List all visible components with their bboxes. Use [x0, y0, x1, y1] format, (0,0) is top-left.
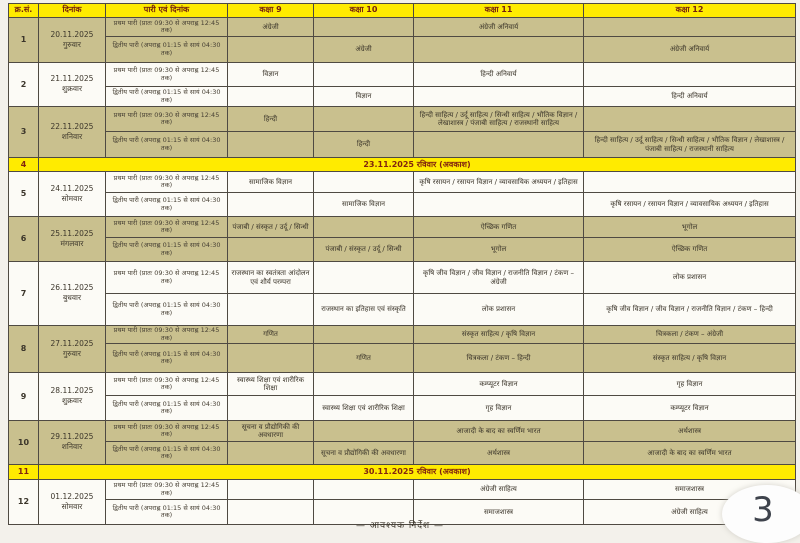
day-text: गुरुवार	[63, 39, 81, 49]
subject-cell-class10: हिन्दी	[314, 132, 414, 158]
exam-row-shift1	[9, 480, 796, 500]
date-text: 25.11.2025	[50, 228, 94, 238]
subject-cell-class11: कम्प्यूटर विज्ञान	[414, 373, 584, 396]
subject-cell-class12: कृषि रसायन / रसायन विज्ञान / व्यावसायिक अध्ययन / इतिहास	[584, 193, 796, 217]
subject-cell-class10: विज्ञान	[314, 87, 414, 107]
serial-cell: 7	[9, 262, 39, 326]
shift2-label-cell: द्वितीय पारी (अपराह्न 01:15 से सायं 04:30 तक)	[106, 500, 228, 525]
shift1-label-cell: प्रथम पारी (प्रातः 09:30 से अपराह्न 12:45 तक)	[106, 373, 228, 396]
subject-cell-class10	[314, 107, 414, 132]
col-header-4: कक्षा 10	[314, 4, 414, 18]
exam-row-shift2	[9, 37, 796, 63]
exam-row-shift1	[9, 421, 796, 442]
exam-row-shift2	[9, 294, 796, 326]
subject-cell-class12: हिन्दी अनिवार्य	[584, 87, 796, 107]
day-text: सोमवार	[61, 501, 83, 511]
serial-cell: 1	[9, 18, 39, 63]
subject-cell-class9	[228, 396, 314, 421]
subject-cell-class9	[228, 480, 314, 500]
col-header-3: कक्षा 9	[228, 4, 314, 18]
exam-row-shift2	[9, 87, 796, 107]
subject-cell-class10: सामाजिक विज्ञान	[314, 193, 414, 217]
timetable-header	[9, 4, 796, 18]
day-text: मंगलवार	[60, 238, 84, 248]
subject-cell-class12: अंग्रेजी अनिवार्य	[584, 37, 796, 63]
subject-cell-class12: समाजशास्त्र	[584, 480, 796, 500]
date-text: 27.11.2025	[50, 338, 94, 348]
date-cell	[39, 421, 106, 465]
subject-cell-class11: भूगोल	[414, 238, 584, 262]
date-text: 26.11.2025	[50, 283, 94, 293]
subject-cell-class10: पंजाबी / संस्कृत / उर्दू / सिन्धी	[314, 238, 414, 262]
serial-cell: 5	[9, 172, 39, 217]
serial-cell: 6	[9, 217, 39, 262]
subject-cell-class10	[314, 18, 414, 37]
serial-cell: 9	[9, 373, 39, 421]
subject-cell-class10	[314, 172, 414, 193]
exam-row-shift1	[9, 373, 796, 396]
subject-cell-class10	[314, 217, 414, 238]
subject-cell-class9: सूचना व प्रौद्योगिकी की अवधारणा	[228, 421, 314, 442]
date-text: 29.11.2025	[50, 432, 94, 442]
serial-cell: 10	[9, 421, 39, 465]
subject-cell-class11	[414, 193, 584, 217]
day-text: शनिवार	[61, 131, 83, 141]
shift1-label-cell: प्रथम पारी (प्रातः 09:30 से अपराह्न 12:45 तक)	[106, 63, 228, 87]
subject-cell-class12	[584, 172, 796, 193]
col-header-1: दिनांक	[39, 4, 106, 18]
date-cell	[39, 107, 106, 158]
subject-cell-class12	[584, 107, 796, 132]
date-cell	[39, 326, 106, 373]
subject-cell-class10: गणित	[314, 344, 414, 373]
serial-cell: 4	[9, 158, 39, 172]
subject-cell-class9: राजस्थान का स्वतंत्रता आंदोलन एवं शौर्य परम्परा	[228, 262, 314, 294]
date-text: 22.11.2025	[50, 121, 94, 131]
day-text: शुक्रवार	[61, 396, 83, 405]
subject-cell-class11: गृह विज्ञान	[414, 396, 584, 421]
shift1-label-cell: प्रथम पारी (प्रातः 09:30 से अपराह्न 12:45 तक)	[106, 262, 228, 294]
subject-cell-class12: भूगोल	[584, 217, 796, 238]
shift2-label-cell: द्वितीय पारी (अपराह्न 01:15 से सायं 04:30 तक)	[106, 294, 228, 326]
shift2-label-cell: द्वितीय पारी (अपराह्न 01:15 से सायं 04:30 तक)	[106, 344, 228, 373]
subject-cell-class9	[228, 442, 314, 465]
subject-cell-class9	[228, 344, 314, 373]
subject-cell-class10	[314, 421, 414, 442]
subject-cell-class9: अंग्रेजी	[228, 18, 314, 37]
subject-cell-class11	[414, 37, 584, 63]
day-text: शुक्रवार	[61, 84, 83, 93]
col-header-0: क्र.सं.	[9, 4, 39, 18]
subject-cell-class11	[414, 87, 584, 107]
subject-cell-class12: हिन्दी साहित्य / उर्दू साहित्य / सिन्धी साहित्य / भौतिक विज्ञान / लेखाशास्त्र / पंजाबी साहित्य / राजस्थानी साहित्य	[584, 132, 796, 158]
subject-cell-class9	[228, 132, 314, 158]
holiday-row	[9, 158, 796, 172]
subject-cell-class9: हिन्दी	[228, 107, 314, 132]
subject-cell-class11: हिन्दी अनिवार्य	[414, 63, 584, 87]
holiday-label-cell: 23.11.2025 रविवार (अवकाश)	[39, 158, 796, 172]
subject-cell-class9: पंजाबी / संस्कृत / उर्दू / सिन्धी	[228, 217, 314, 238]
subject-cell-class10: स्वास्थ्य शिक्षा एवं शारीरिक शिक्षा	[314, 396, 414, 421]
subject-cell-class9	[228, 37, 314, 63]
day-text: बुधवार	[62, 293, 82, 302]
subject-cell-class11	[414, 132, 584, 158]
subject-cell-class12	[584, 63, 796, 87]
subject-cell-class11: समाजशास्त्र	[414, 500, 584, 525]
shift2-label-cell: द्वितीय पारी (अपराह्न 01:15 से सायं 04:30 तक)	[106, 87, 228, 107]
subject-cell-class9: सामाजिक विज्ञान	[228, 172, 314, 193]
date-text: 01.12.2025	[50, 491, 94, 501]
shift1-label-cell: प्रथम पारी (प्रातः 09:30 से अपराह्न 12:45 तक)	[106, 480, 228, 500]
shift1-label-cell: प्रथम पारी (प्रातः 09:30 से अपराह्न 12:45 तक)	[106, 18, 228, 37]
subject-cell-class12: कृषि जीव विज्ञान / जीव विज्ञान / राजनीति विज्ञान / टंकण – हिन्दी	[584, 294, 796, 326]
subject-cell-class12: संस्कृत साहित्य / कृषि विज्ञान	[584, 344, 796, 373]
subject-cell-class12: आजादी के बाद का स्वर्णिम भारत	[584, 442, 796, 465]
subject-cell-class12: अंग्रेजी साहित्य	[584, 500, 796, 525]
subject-cell-class9: विज्ञान	[228, 63, 314, 87]
shift1-label-cell: प्रथम पारी (प्रातः 09:30 से अपराह्न 12:45 तक)	[106, 172, 228, 193]
date-cell	[39, 18, 106, 63]
shift1-label-cell: प्रथम पारी (प्रातः 09:30 से अपराह्न 12:45 तक)	[106, 217, 228, 238]
subject-cell-class9	[228, 193, 314, 217]
subject-cell-class10	[314, 373, 414, 396]
subject-cell-class10	[314, 326, 414, 344]
subject-cell-class12: ऐच्छिक गणित	[584, 238, 796, 262]
footer-note: — आवश्यक निर्देश —	[356, 521, 444, 531]
subject-cell-class11: अंग्रेजी अनिवार्य	[414, 18, 584, 37]
subject-cell-class12: चित्रकला / टंकण – अंग्रेजी	[584, 326, 796, 344]
exam-row-shift1	[9, 326, 796, 344]
exam-row-shift1	[9, 18, 796, 37]
exam-row-shift1	[9, 63, 796, 87]
col-header-2: पारी एवं दिनांक	[106, 4, 228, 18]
subject-cell-class10: राजस्थान का इतिहास एवं संस्कृति	[314, 294, 414, 326]
shift2-label-cell: द्वितीय पारी (अपराह्न 01:15 से सायं 04:30 तक)	[106, 132, 228, 158]
day-text: शनिवार	[61, 442, 83, 451]
serial-cell: 3	[9, 107, 39, 158]
serial-cell: 11	[9, 465, 39, 480]
date-cell	[39, 217, 106, 262]
date-text: 24.11.2025	[50, 183, 94, 193]
page-number-badge	[722, 485, 800, 543]
shift2-label-cell: द्वितीय पारी (अपराह्न 01:15 से सायं 04:30 तक)	[106, 442, 228, 465]
subject-cell-class10: सूचना व प्रौद्योगिकी की अवधारणा	[314, 442, 414, 465]
header-row	[9, 4, 796, 18]
exam-row-shift1	[9, 262, 796, 294]
subject-cell-class11: लोक प्रशासन	[414, 294, 584, 326]
exam-row-shift1	[9, 217, 796, 238]
subject-cell-class12: गृह विज्ञान	[584, 373, 796, 396]
subject-cell-class10	[314, 63, 414, 87]
subject-cell-class12: लोक प्रशासन	[584, 262, 796, 294]
subject-cell-class10: अंग्रेजी	[314, 37, 414, 63]
shift2-label-cell: द्वितीय पारी (अपराह्न 01:15 से सायं 04:30 तक)	[106, 37, 228, 63]
subject-cell-class11: हिन्दी साहित्य / उर्दू साहित्य / सिन्धी साहित्य / भौतिक विज्ञान / लेखाशास्त्र / पंजाबी साहित्य / राजस्थानी साहित्य	[414, 107, 584, 132]
exam-row-shift2	[9, 396, 796, 421]
subject-cell-class11: अंग्रेजी साहित्य	[414, 480, 584, 500]
col-header-5: कक्षा 11	[414, 4, 584, 18]
shift1-label-cell: प्रथम पारी (प्रातः 09:30 से अपराह्न 12:45 तक)	[106, 107, 228, 132]
subject-cell-class9: गणित	[228, 326, 314, 344]
date-text: 28.11.2025	[50, 386, 94, 396]
subject-cell-class11: कृषि रसायन / रसायन विज्ञान / व्यावसायिक अध्ययन / इतिहास	[414, 172, 584, 193]
shift1-label-cell: प्रथम पारी (प्रातः 09:30 से अपराह्न 12:45 तक)	[106, 421, 228, 442]
col-header-6: कक्षा 12	[584, 4, 796, 18]
day-text: सोमवार	[61, 193, 83, 203]
subject-cell-class12: अर्थशास्त्र	[584, 421, 796, 442]
subject-cell-class11: अर्थशास्त्र	[414, 442, 584, 465]
subject-cell-class12	[584, 18, 796, 37]
date-text: 20.11.2025	[50, 29, 94, 39]
subject-cell-class9	[228, 238, 314, 262]
subject-cell-class10	[314, 262, 414, 294]
serial-cell: 8	[9, 326, 39, 373]
holiday-row	[9, 465, 796, 480]
subject-cell-class10	[314, 480, 414, 500]
timetable-body	[9, 18, 796, 525]
subject-cell-class9: स्वास्थ्य शिक्षा एवं शारीरिक शिक्षा	[228, 373, 314, 396]
exam-row-shift1	[9, 107, 796, 132]
subject-cell-class11: आजादी के बाद का स्वर्णिम भारत	[414, 421, 584, 442]
exam-row-shift2	[9, 344, 796, 373]
exam-row-shift2	[9, 193, 796, 217]
date-cell	[39, 262, 106, 326]
exam-row-shift2	[9, 238, 796, 262]
exam-row-shift2	[9, 442, 796, 465]
subject-cell-class11: संस्कृत साहित्य / कृषि विज्ञान	[414, 326, 584, 344]
holiday-label-cell: 30.11.2025 रविवार (अवकाश)	[39, 465, 796, 480]
serial-cell: 2	[9, 63, 39, 107]
subject-cell-class9	[228, 87, 314, 107]
date-cell	[39, 63, 106, 107]
exam-timetable	[8, 3, 796, 525]
day-text: गुरुवार	[63, 348, 81, 358]
subject-cell-class11: कृषि जीव विज्ञान / जीव विज्ञान / राजनीति विज्ञान / टंकण – अंग्रेजी	[414, 262, 584, 294]
page-number: 3	[752, 490, 774, 530]
subject-cell-class11: चित्रकला / टंकण – हिन्दी	[414, 344, 584, 373]
date-text: 21.11.2025	[50, 74, 94, 84]
shift2-label-cell: द्वितीय पारी (अपराह्न 01:15 से सायं 04:30 तक)	[106, 396, 228, 421]
shift1-label-cell: प्रथम पारी (प्रातः 09:30 से अपराह्न 12:45 तक)	[106, 326, 228, 344]
exam-row-shift2	[9, 132, 796, 158]
subject-cell-class12: कम्प्यूटर विज्ञान	[584, 396, 796, 421]
shift2-label-cell: द्वितीय पारी (अपराह्न 01:15 से सायं 04:30 तक)	[106, 193, 228, 217]
subject-cell-class11: ऐच्छिक गणित	[414, 217, 584, 238]
serial-cell: 12	[9, 480, 39, 525]
exam-row-shift1	[9, 172, 796, 193]
date-cell	[39, 373, 106, 421]
shift2-label-cell: द्वितीय पारी (अपराह्न 01:15 से सायं 04:30 तक)	[106, 238, 228, 262]
subject-cell-class9	[228, 294, 314, 326]
date-cell	[39, 172, 106, 217]
